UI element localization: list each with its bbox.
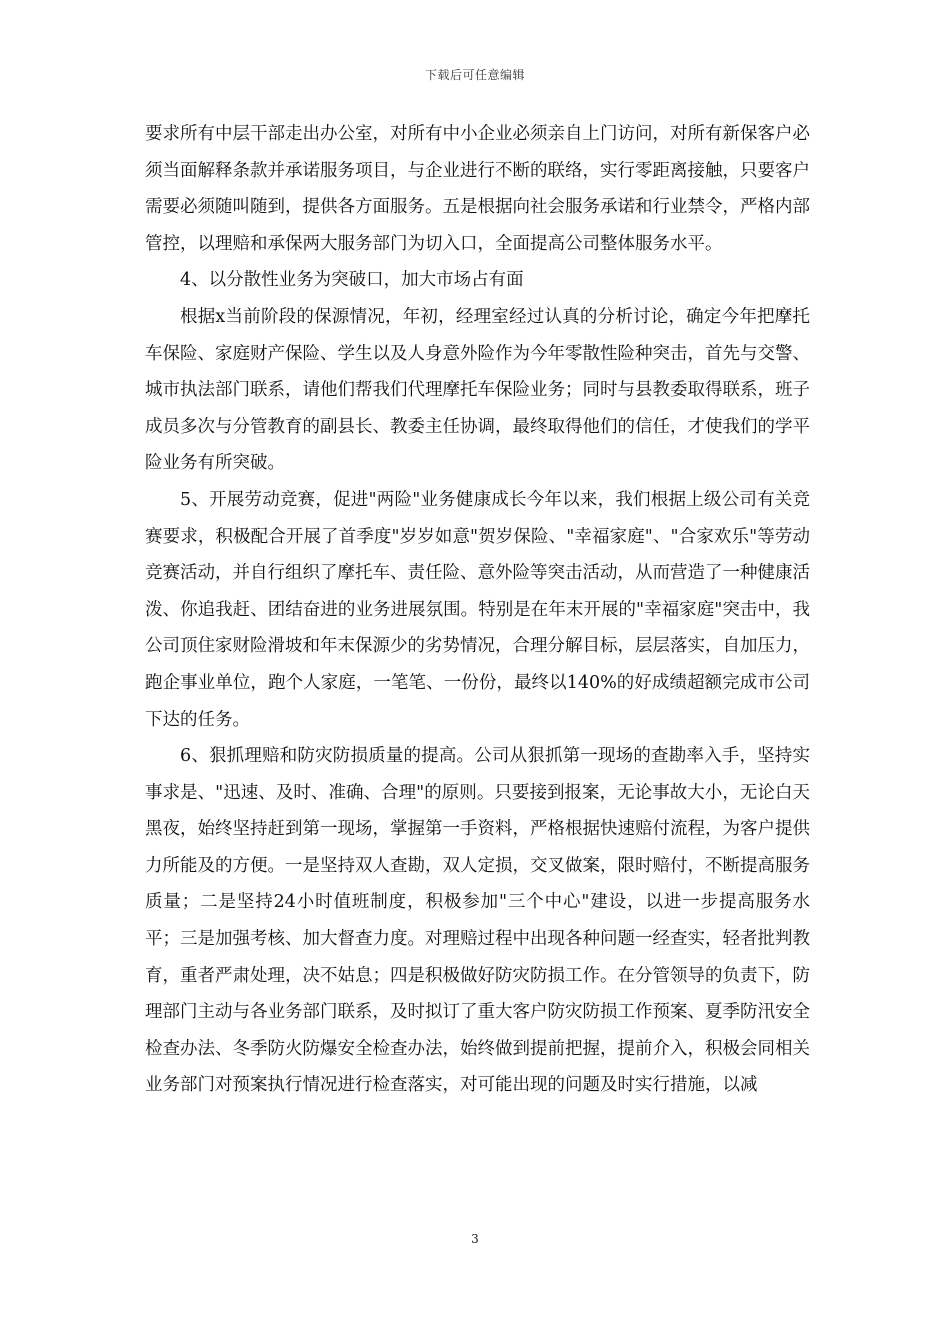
page-number: 3 xyxy=(471,1232,479,1246)
paragraph-claims-quality: 6、狠抓理赔和防灾防损质量的提高。公司从狠抓第一现场的查勘率入手，坚持实事求是、"迅速、及时、准确、合理"的原则。只要接到报案，无论事故大小，无论白天黑夜，始终坚持赶到第一现场，掌握第一手资料，严格根据快速赔付流程，为客户提供力所能及的方便。一是坚持双人查勘，双人定损，交叉做案，限时赔付，不断提高服务质量；二是坚持24小时值班制度，积极参加"三个中心"建设，以进一步提高服务水平；三是加强考核、加大督查力度。对理赔过程中出现各种问题一经查实，轻者批判教育，重者严肃处理，决不姑息；四是积极做好防灾防损工作。在分管领导的负责下，防理部门主动与各业务部门联系，及时拟订了重大客户防灾防损工作预案、夏季防汛安全检查办法、冬季防火防爆安全检查办法，始终做到提前把握，提前介入，积极会同相关业务部门对预案执行情况进行检查落实，对可能出现的问题及时实行措施，以减 xyxy=(145,746,810,1096)
paragraph-service-commitment: 要求所有中层干部走出办公室，对所有中小企业必须亲自上门访问，对所有新保客户必须当面解释条款并承诺服务项目，与企业进行不断的联络，实行零距离接触，只要客户需要必须随叫随到，提供各方面服务。五是根据向社会服务承诺和行业禁令，严格内部管控，以理赔和承保两大服务部门为切入口，全面提高公司整体服务水平。 xyxy=(145,124,810,254)
paragraph-labor-competition: 5、开展劳动竞赛，促进"两险"业务健康成长今年以来，我们根据上级公司有关竞赛要求，积极配合开展了首季度"岁岁如意"贺岁保险、"幸福家庭"、"合家欢乐"等劳动竞赛活动，并自行组织了摩托车、责任险、意外险等突击活动，从而营造了一种健康活泼、你追我赶、团结奋进的业务进展氛围。特别是在年末开展的"幸福家庭"突击中，我公司顶住家财险滑坡和年末保源少的劣势情况，合理分解目标，层层落实，自加压力，跑企事业单位，跑个人家庭，一笔笔、一份份，最终以140%的好成绩超额完成市公司下达的任务。 xyxy=(145,489,810,730)
page-header: 下载后可任意编辑 xyxy=(424,68,525,82)
paragraph-dispersed-business: 根据x当前阶段的保源情况，年初，经理室经过认真的分析讨论，确定今年把摩托车保险、家庭财产保险、学生以及人身意外险作为今年零散性险种突击，首先与交警、城市执法部门联系，请他们帮我们代理摩托车保险业务；同时与县教委取得联系，班子成员多次与分管教育的副县长、教委主任协调，最终取得他们的信任，才使我们的学平险业务有所突破。 xyxy=(145,306,810,474)
section-heading-dispersed-business: 4、以分散性业务为突破口，加大市场占有面 xyxy=(180,270,524,291)
document-body xyxy=(145,116,810,1104)
